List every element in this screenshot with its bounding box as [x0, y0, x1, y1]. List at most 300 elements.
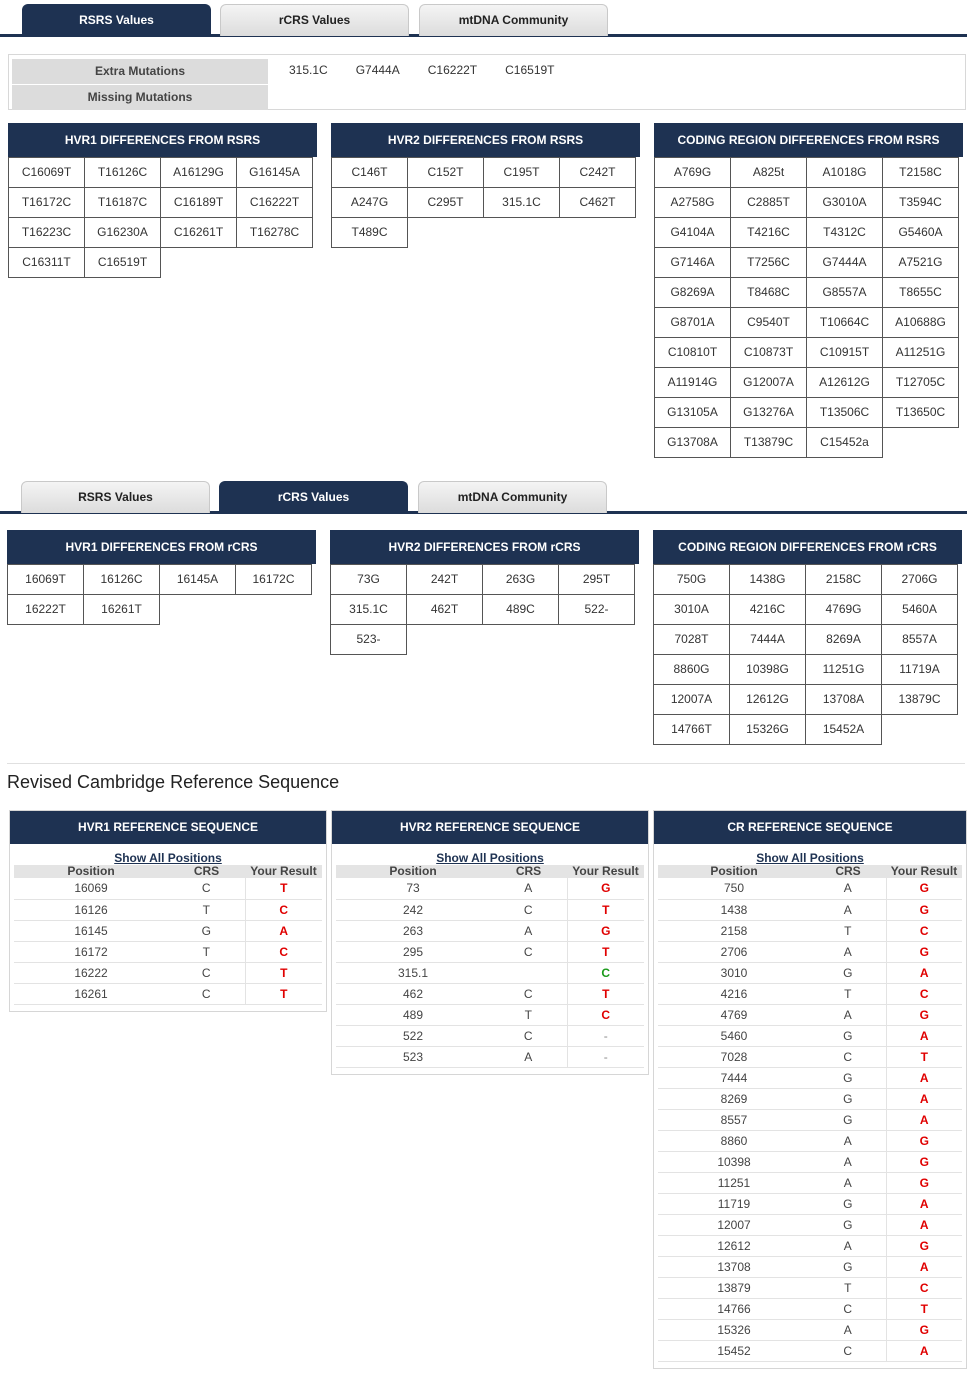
position-cell: 7028: [658, 1046, 810, 1067]
difference-cell: C152T: [407, 157, 484, 188]
result-cell: A: [886, 962, 962, 983]
col-crs: CRS: [168, 865, 245, 878]
table-row: [658, 899, 962, 920]
difference-cell: 3010A: [653, 594, 730, 625]
position-cell: 8269: [658, 1088, 810, 1109]
result-cell: G: [886, 878, 962, 899]
position-cell: 8557: [658, 1109, 810, 1130]
difference-cell: 2706G: [881, 564, 958, 595]
difference-cell: 13879C: [881, 684, 958, 715]
difference-cell: C10915T: [806, 337, 883, 368]
rcrs-hvr1-grid: [7, 530, 316, 624]
position-cell: 15452: [658, 1340, 810, 1361]
result-cell: T: [567, 899, 644, 920]
difference-cell: 8269A: [805, 624, 882, 655]
result-cell: G: [567, 878, 644, 899]
difference-cell: C10873T: [730, 337, 807, 368]
table-row: [14, 899, 322, 920]
missing-mutations-label: Missing Mutations: [12, 85, 268, 110]
difference-cell: 16145A: [159, 564, 236, 595]
crs-cell: A: [810, 1319, 886, 1340]
difference-cell: 5460A: [881, 594, 958, 625]
grid-title: HVR2 DIFFERENCES FROM rCRS: [330, 530, 639, 564]
position-cell: 16172: [14, 941, 168, 962]
position-cell: 295: [336, 941, 490, 962]
difference-cell: C16261T: [160, 217, 237, 248]
difference-cell: 13708A: [805, 684, 882, 715]
result-cell: -: [567, 1025, 644, 1046]
panel-title: HVR1 REFERENCE SEQUENCE: [10, 811, 326, 844]
difference-cell: C9540T: [730, 307, 807, 338]
position-cell: 16126: [14, 899, 168, 920]
table-row: [14, 962, 322, 983]
table-row: [14, 941, 322, 962]
position-cell: 8860: [658, 1130, 810, 1151]
difference-cell: 522-: [558, 594, 635, 625]
result-cell: A: [886, 1340, 962, 1361]
difference-cell: C195T: [483, 157, 560, 188]
result-cell: A: [886, 1256, 962, 1277]
hvr1-reference-table: [14, 865, 322, 1005]
result-cell: T: [567, 941, 644, 962]
position-cell: 523: [336, 1046, 490, 1067]
rsrs-coding-grid: [654, 123, 963, 457]
position-cell: 4769: [658, 1004, 810, 1025]
page-title: Revised Cambridge Reference Sequence: [7, 772, 340, 792]
crs-cell: A: [810, 1172, 886, 1193]
difference-cell: 12612G: [729, 684, 806, 715]
col-your-result: Your Result: [567, 865, 644, 878]
difference-cell: 12007A: [653, 684, 730, 715]
difference-cell: T13650C: [882, 397, 959, 428]
table-row: [658, 1025, 962, 1046]
crs-cell: T: [810, 983, 886, 1004]
crs-cell: C: [810, 1046, 886, 1067]
result-cell: T: [245, 983, 322, 1004]
result-cell: A: [245, 920, 322, 941]
difference-cell: 73G: [330, 564, 407, 595]
difference-cell: A825t: [730, 157, 807, 188]
difference-cell: 263G: [482, 564, 559, 595]
position-cell: 11719: [658, 1193, 810, 1214]
col-position: Position: [336, 865, 490, 878]
position-cell: 13708: [658, 1256, 810, 1277]
difference-cell: C16222T: [236, 187, 313, 218]
result-cell: C: [567, 962, 644, 983]
table-row: [14, 878, 322, 899]
table-row: [658, 1109, 962, 1130]
hvr1-reference-panel: [9, 810, 327, 1012]
difference-cell: 750G: [653, 564, 730, 595]
table-row: [658, 1004, 962, 1025]
table-row: [14, 920, 322, 941]
mutations-panel: [8, 54, 966, 110]
rcrs-coding-grid: [653, 530, 962, 744]
table-row: [658, 1151, 962, 1172]
difference-cell: G13105A: [654, 397, 731, 428]
extra-mutation: G7444A: [355, 63, 400, 77]
difference-cell: 2158C: [805, 564, 882, 595]
difference-cell: 315.1C: [330, 594, 407, 625]
result-cell: C: [245, 899, 322, 920]
crs-cell: A: [490, 920, 567, 941]
table-row: [336, 941, 644, 962]
extra-mutation: 315.1C: [289, 63, 328, 77]
col-your-result: Your Result: [245, 865, 322, 878]
crs-cell: A: [810, 1235, 886, 1256]
difference-cell: C462T: [559, 187, 636, 218]
difference-cell: G16145A: [236, 157, 313, 188]
difference-cell: A11251G: [882, 337, 959, 368]
crs-cell: A: [490, 1046, 567, 1067]
position-cell: 15326: [658, 1319, 810, 1340]
col-crs: CRS: [810, 865, 886, 878]
tab-rsrs-values[interactable]: RSRS Values: [22, 4, 211, 36]
result-cell: C: [886, 983, 962, 1004]
position-cell: 11251: [658, 1172, 810, 1193]
rcrs-hvr2-grid: [330, 530, 639, 654]
table-row: [658, 962, 962, 983]
difference-cell: A11914G: [654, 367, 731, 398]
difference-cell: G3010A: [806, 187, 883, 218]
difference-cell: G8557A: [806, 277, 883, 308]
difference-cell: 462T: [406, 594, 483, 625]
difference-cell: T10664C: [806, 307, 883, 338]
difference-cell: C295T: [407, 187, 484, 218]
crs-cell: G: [810, 1067, 886, 1088]
difference-cell: C16519T: [84, 247, 161, 278]
table-row: [658, 941, 962, 962]
difference-cell: 523-: [330, 624, 407, 655]
difference-cell: 15452A: [805, 714, 882, 745]
difference-cell: 4769G: [805, 594, 882, 625]
table-row: [658, 1130, 962, 1151]
rsrs-hvr1-grid: [8, 123, 317, 277]
result-cell: T: [567, 983, 644, 1004]
difference-cell: 16222T: [7, 594, 84, 625]
difference-cell: C16189T: [160, 187, 237, 218]
difference-cell: A769G: [654, 157, 731, 188]
result-cell: G: [567, 920, 644, 941]
position-cell: 750: [658, 878, 810, 899]
panel-title: HVR2 REFERENCE SEQUENCE: [332, 811, 648, 844]
tab-rcrs-values[interactable]: rCRS Values: [219, 481, 408, 513]
position-cell: 2158: [658, 920, 810, 941]
hvr2-reference-panel: [331, 810, 649, 1075]
position-cell: 12612: [658, 1235, 810, 1256]
difference-cell: 1438G: [729, 564, 806, 595]
difference-cell: C16311T: [8, 247, 85, 278]
difference-cell: T16172C: [8, 187, 85, 218]
position-cell: 4216: [658, 983, 810, 1004]
difference-cell: T8655C: [882, 277, 959, 308]
position-cell: 16145: [14, 920, 168, 941]
grid-title: CODING REGION DIFFERENCES FROM RSRS: [654, 123, 963, 157]
position-cell: 16261: [14, 983, 168, 1004]
difference-cell: T13506C: [806, 397, 883, 428]
grid-title: HVR1 DIFFERENCES FROM rCRS: [7, 530, 316, 564]
position-cell: 16069: [14, 878, 168, 899]
crs-cell: T: [168, 941, 245, 962]
difference-cell: C10810T: [654, 337, 731, 368]
result-cell: G: [886, 1235, 962, 1256]
result-cell: G: [886, 1130, 962, 1151]
crs-cell: C: [490, 941, 567, 962]
difference-cell: 242T: [406, 564, 483, 595]
result-cell: G: [886, 941, 962, 962]
position-cell: 1438: [658, 899, 810, 920]
crs-cell: G: [168, 920, 245, 941]
difference-cell: T2158C: [882, 157, 959, 188]
show-all-positions-link[interactable]: Show All Positions: [436, 851, 544, 865]
difference-cell: T8468C: [730, 277, 807, 308]
table-row: [658, 1277, 962, 1298]
difference-cell: A12612G: [806, 367, 883, 398]
crs-cell: T: [168, 899, 245, 920]
position-cell: 10398: [658, 1151, 810, 1172]
extra-mutation: C16222T: [427, 63, 478, 77]
result-cell: G: [886, 1004, 962, 1025]
table-row: [658, 1256, 962, 1277]
result-cell: A: [886, 1193, 962, 1214]
crs-cell: G: [810, 1088, 886, 1109]
difference-cell: 14766T: [653, 714, 730, 745]
difference-cell: 7028T: [653, 624, 730, 655]
table-row: [336, 899, 644, 920]
difference-cell: G7444A: [806, 247, 883, 278]
difference-cell: G12007A: [730, 367, 807, 398]
table-row: [658, 983, 962, 1004]
show-all-positions-link[interactable]: Show All Positions: [114, 851, 222, 865]
col-position: Position: [658, 865, 810, 878]
position-cell: 462: [336, 983, 490, 1004]
table-row: [658, 1298, 962, 1319]
crs-cell: G: [810, 1256, 886, 1277]
col-your-result: Your Result: [886, 865, 962, 878]
difference-cell: T16187C: [84, 187, 161, 218]
position-cell: 73: [336, 878, 490, 899]
difference-cell: C146T: [331, 157, 408, 188]
difference-cell: T16223C: [8, 217, 85, 248]
result-cell: C: [886, 920, 962, 941]
difference-cell: A7521G: [882, 247, 959, 278]
table-row: [658, 1172, 962, 1193]
position-cell: 522: [336, 1025, 490, 1046]
crs-cell: A: [810, 1130, 886, 1151]
difference-cell: A1018G: [806, 157, 883, 188]
difference-cell: 8557A: [881, 624, 958, 655]
tabbar-middle: [0, 477, 967, 514]
difference-cell: 11251G: [805, 654, 882, 685]
result-cell: A: [886, 1214, 962, 1235]
result-cell: G: [886, 1172, 962, 1193]
divider: [7, 763, 965, 764]
table-row: [658, 1046, 962, 1067]
difference-cell: G13276A: [730, 397, 807, 428]
result-cell: T: [886, 1298, 962, 1319]
result-cell: C: [245, 941, 322, 962]
difference-cell: C2885T: [730, 187, 807, 218]
extra-mutation: C16519T: [505, 63, 555, 77]
difference-cell: T489C: [331, 217, 408, 248]
difference-cell: C16069T: [8, 157, 85, 188]
col-crs: CRS: [490, 865, 567, 878]
position-cell: 2706: [658, 941, 810, 962]
difference-cell: T16278C: [236, 217, 313, 248]
tab-rcrs-values[interactable]: rCRS Values: [220, 4, 409, 36]
difference-cell: 16069T: [7, 564, 84, 595]
table-row: [336, 920, 644, 941]
difference-cell: T16126C: [84, 157, 161, 188]
result-cell: A: [886, 1067, 962, 1088]
result-cell: G: [886, 899, 962, 920]
table-row: [336, 878, 644, 899]
crs-cell: A: [810, 1004, 886, 1025]
crs-cell: T: [810, 1277, 886, 1298]
tabbar-top: [0, 0, 967, 37]
crs-cell: G: [810, 962, 886, 983]
difference-cell: 7444A: [729, 624, 806, 655]
result-cell: A: [886, 1088, 962, 1109]
result-cell: G: [886, 1151, 962, 1172]
difference-cell: G7146A: [654, 247, 731, 278]
col-position: Position: [14, 865, 168, 878]
table-row: [658, 878, 962, 899]
crs-cell: [490, 962, 567, 983]
difference-cell: 16261T: [83, 594, 160, 625]
table-row: [658, 1235, 962, 1256]
difference-cell: 10398G: [729, 654, 806, 685]
difference-cell: 16126C: [83, 564, 160, 595]
crs-cell: A: [810, 941, 886, 962]
cr-reference-table: [658, 865, 962, 1362]
show-all-positions-link[interactable]: Show All Positions: [756, 851, 864, 865]
result-cell: G: [886, 1319, 962, 1340]
difference-cell: T4312C: [806, 217, 883, 248]
difference-cell: A2758G: [654, 187, 731, 218]
crs-cell: C: [168, 962, 245, 983]
result-cell: T: [245, 878, 322, 899]
difference-cell: 8860G: [653, 654, 730, 685]
crs-cell: C: [168, 878, 245, 899]
result-cell: C: [567, 1004, 644, 1025]
crs-cell: T: [490, 1004, 567, 1025]
difference-cell: G8701A: [654, 307, 731, 338]
grid-title: HVR2 DIFFERENCES FROM RSRS: [331, 123, 640, 157]
position-cell: 5460: [658, 1025, 810, 1046]
crs-cell: A: [810, 1151, 886, 1172]
table-row: [336, 962, 644, 983]
table-row: [658, 1193, 962, 1214]
position-cell: 13879: [658, 1277, 810, 1298]
position-cell: 242: [336, 899, 490, 920]
position-cell: 489: [336, 1004, 490, 1025]
difference-cell: C242T: [559, 157, 636, 188]
difference-cell: C15452a: [806, 427, 883, 458]
table-row: [336, 1004, 644, 1025]
difference-cell: T13879C: [730, 427, 807, 458]
table-row: [658, 1088, 962, 1109]
crs-cell: C: [168, 983, 245, 1004]
tab-rsrs-values[interactable]: RSRS Values: [21, 481, 210, 513]
crs-cell: C: [810, 1340, 886, 1361]
difference-cell: 16172C: [235, 564, 312, 595]
table-row: [658, 920, 962, 941]
grid-title: HVR1 DIFFERENCES FROM RSRS: [8, 123, 317, 157]
table-row: [658, 1067, 962, 1088]
extra-mutations-label: Extra Mutations: [12, 59, 268, 84]
panel-title: CR REFERENCE SEQUENCE: [654, 811, 966, 844]
difference-cell: G16230A: [84, 217, 161, 248]
difference-cell: A247G: [331, 187, 408, 218]
result-cell: A: [886, 1109, 962, 1130]
crs-cell: T: [810, 920, 886, 941]
table-row: [14, 983, 322, 1004]
table-row: [658, 1340, 962, 1361]
table-row: [658, 1319, 962, 1340]
difference-cell: G13708A: [654, 427, 731, 458]
result-cell: -: [567, 1046, 644, 1067]
hvr2-reference-table: [336, 865, 644, 1068]
grid-title: CODING REGION DIFFERENCES FROM rCRS: [653, 530, 962, 564]
difference-cell: G4104A: [654, 217, 731, 248]
difference-cell: T12705C: [882, 367, 959, 398]
difference-cell: A16129G: [160, 157, 237, 188]
crs-cell: G: [810, 1214, 886, 1235]
table-row: [336, 1025, 644, 1046]
crs-cell: A: [490, 878, 567, 899]
result-cell: C: [886, 1277, 962, 1298]
table-row: [336, 983, 644, 1004]
position-cell: 16222: [14, 962, 168, 983]
table-row: [658, 1214, 962, 1235]
crs-cell: C: [490, 899, 567, 920]
position-cell: 3010: [658, 962, 810, 983]
difference-cell: 489C: [482, 594, 559, 625]
tab-mtdna-community[interactable]: mtDNA Community: [419, 4, 608, 36]
difference-cell: T4216C: [730, 217, 807, 248]
position-cell: 12007: [658, 1214, 810, 1235]
crs-cell: G: [810, 1025, 886, 1046]
crs-cell: G: [810, 1193, 886, 1214]
difference-cell: 295T: [558, 564, 635, 595]
table-row: [336, 1046, 644, 1067]
result-cell: A: [886, 1025, 962, 1046]
difference-cell: 4216C: [729, 594, 806, 625]
extra-mutations-values: [289, 63, 583, 77]
crs-cell: C: [490, 983, 567, 1004]
position-cell: 315.1: [336, 962, 490, 983]
crs-cell: C: [810, 1298, 886, 1319]
crs-cell: G: [810, 1109, 886, 1130]
result-cell: T: [886, 1046, 962, 1067]
difference-cell: T3594C: [882, 187, 959, 218]
tab-mtdna-community[interactable]: mtDNA Community: [418, 481, 607, 513]
result-cell: T: [245, 962, 322, 983]
difference-cell: 11719A: [881, 654, 958, 685]
crs-cell: A: [810, 899, 886, 920]
position-cell: 263: [336, 920, 490, 941]
position-cell: 7444: [658, 1067, 810, 1088]
position-cell: 14766: [658, 1298, 810, 1319]
difference-cell: 315.1C: [483, 187, 560, 218]
difference-cell: G8269A: [654, 277, 731, 308]
crs-cell: A: [810, 878, 886, 899]
difference-cell: T7256C: [730, 247, 807, 278]
difference-cell: G5460A: [882, 217, 959, 248]
difference-cell: A10688G: [882, 307, 959, 338]
rsrs-hvr2-grid: [331, 123, 640, 247]
